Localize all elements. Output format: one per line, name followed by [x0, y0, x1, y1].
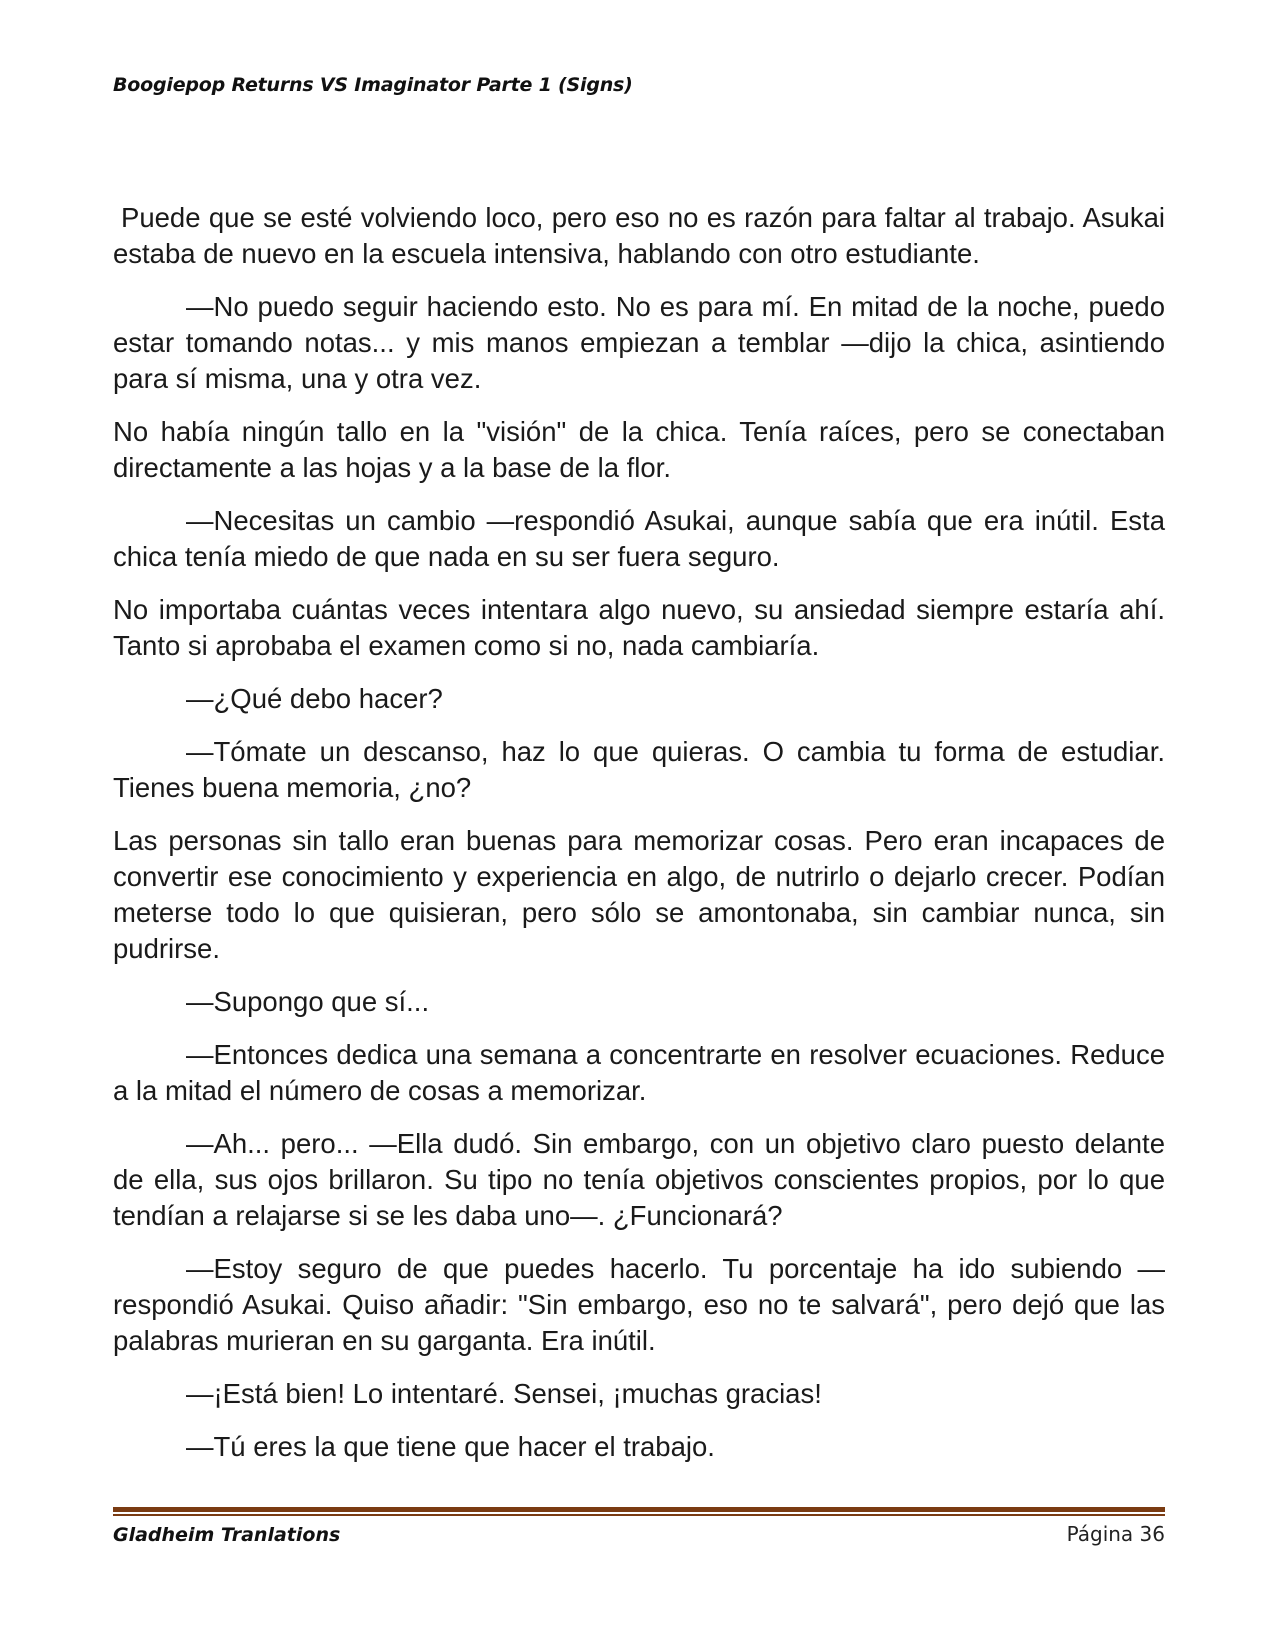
page-header-title: Boogiepop Returns VS Imaginator Parte 1 (Signs) — [113, 74, 633, 96]
paragraph: No había ningún tallo en la "visión" de la chica. Tenía raíces, pero se conectaban directamente a las hojas y a la base de la flor. — [113, 416, 1165, 483]
page-number-label — [1067, 1522, 1165, 1546]
footer-publisher: Gladheim Tranlations — [113, 1524, 341, 1546]
page-label: Página — [1066, 1522, 1134, 1546]
paragraph: —Ah... pero... —Ella dudó. Sin embargo, con un objetivo claro puesto delante de ella, sus ojos brillaron. Su tipo no tenía objetivos conscientes propios, por lo que tendían a relajarse si se les daba uno—. ¿Funcionará? — [113, 1128, 1165, 1231]
paragraph: —Tómate un descanso, haz lo que quieras. O cambia tu forma de estudiar. Tienes buena memoria, ¿no? — [113, 736, 1165, 803]
footer-rule-thick — [113, 1507, 1165, 1512]
paragraph: —Estoy seguro de que puedes hacerlo. Tu porcentaje ha ido subiendo —respondió Asukai. Quiso añadir: "Sin embargo, eso no te salvará", pero dejó que las palabras murieran en su garganta. Era inútil. — [113, 1253, 1165, 1356]
paragraph: Las personas sin tallo eran buenas para memorizar cosas. Pero eran incapaces de convertir ese conocimiento y experiencia en algo, de nutrirlo o dejarlo crecer. Podían meterse todo lo que quisieran, pero sólo se amontonaba, sin cambiar nunca, sin pudrirse. — [113, 825, 1165, 964]
paragraph: —Supongo que sí... — [186, 986, 430, 1017]
page-number: 36 — [1139, 1522, 1165, 1546]
paragraph: Puede que se esté volviendo loco, pero eso no es razón para faltar al trabajo. Asukai estaba de nuevo en la escuela intensiva, hablando con otro estudiante. — [113, 202, 1165, 269]
paragraph: —¡Está bien! Lo intentaré. Sensei, ¡muchas gracias! — [186, 1378, 822, 1409]
footer-rule-thin — [113, 1514, 1165, 1516]
paragraph: —No puedo seguir haciendo esto. No es para mí. En mitad de la noche, puedo estar tomando notas... y mis manos empiezan a temblar —dijo la chica, asintiendo para sí misma, una y otra vez. — [113, 291, 1165, 394]
paragraph: —Entonces dedica una semana a concentrarte en resolver ecuaciones. Reduce a la mitad el número de cosas a memorizar. — [113, 1039, 1165, 1106]
paragraph: —Necesitas un cambio —respondió Asukai, aunque sabía que era inútil. Esta chica tenía miedo de que nada en su ser fuera seguro. — [113, 505, 1165, 572]
body-text — [113, 200, 1165, 1482]
footer-rule — [113, 1507, 1165, 1517]
paragraph: No importaba cuántas veces intentara algo nuevo, su ansiedad siempre estaría ahí. Tanto si aprobaba el examen como si no, nada cambiaría. — [113, 594, 1165, 661]
paragraph: —Tú eres la que tiene que hacer el trabajo. — [186, 1431, 715, 1462]
paragraph: —¿Qué debo hacer? — [186, 683, 443, 714]
